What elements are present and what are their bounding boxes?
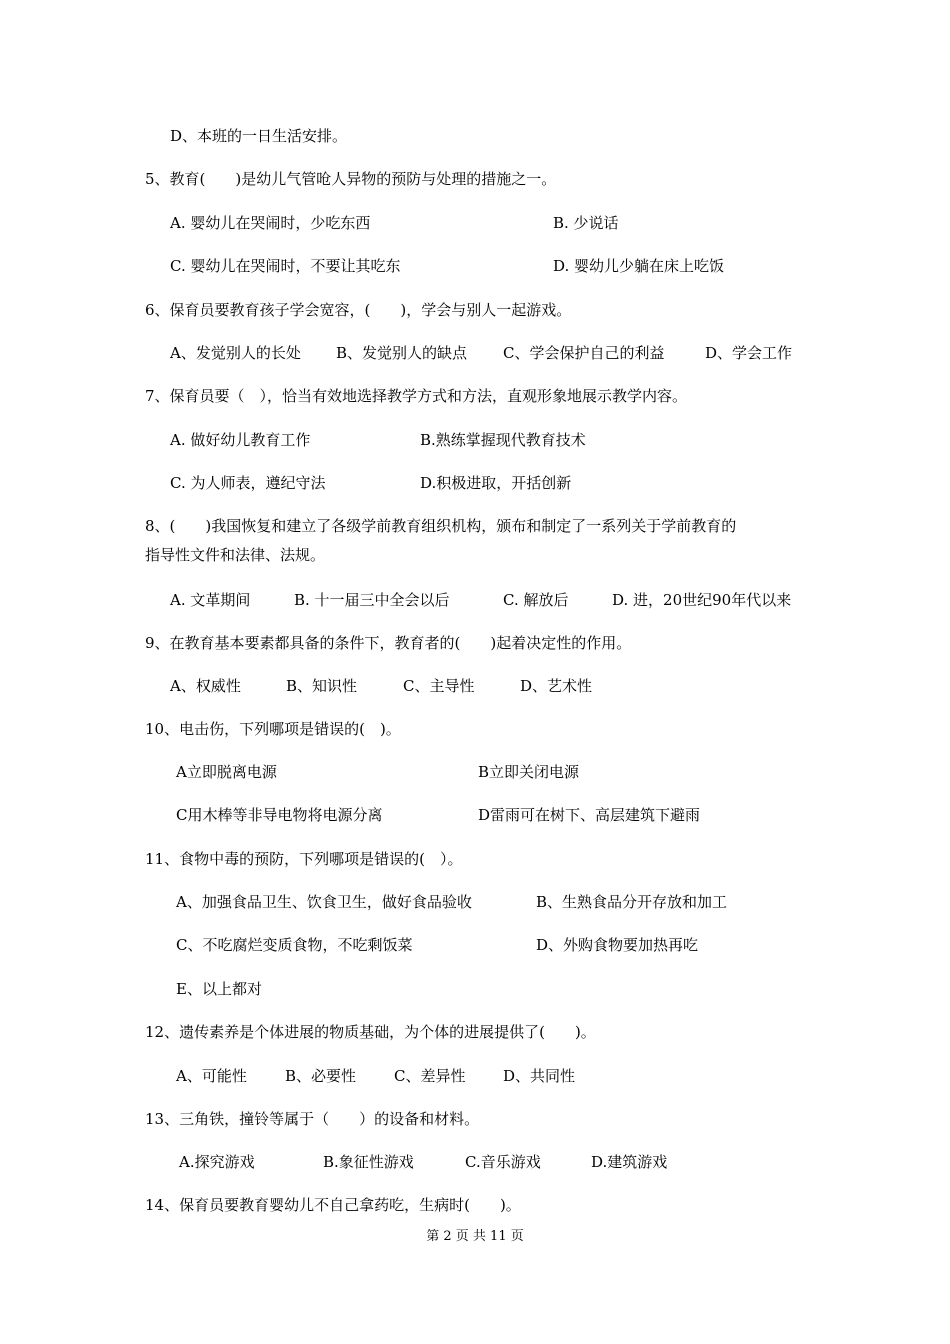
q5-option-b: B. 少说话 — [553, 214, 619, 232]
q8-option-a: A. 文革期间 — [170, 591, 251, 609]
q9-option-b: B、知识性 — [286, 677, 358, 695]
q11-option-e: E、以上都对 — [176, 980, 262, 998]
q11-option-b: B、生熟食品分开存放和加工 — [536, 893, 728, 911]
q11-option-c: C、不吃腐烂变质食物，不吃剩饭菜 — [176, 936, 413, 954]
q8-option-b: B. 十一届三中全会以后 — [294, 591, 450, 609]
q7-option-c: C. 为人师表，遵纪守法 — [170, 474, 326, 492]
q9-option-a: A、权威性 — [170, 677, 241, 695]
q6-option-a: A、发觉别人的长处 — [170, 344, 301, 362]
q9-option-c: C、主导性 — [403, 677, 475, 695]
q6-stem: 6、保育员要教育孩子学会宽容，( )，学会与别人一起游戏。 — [145, 301, 572, 319]
q6-option-d: D、学会工作 — [705, 344, 793, 362]
q12-option-b: B、必要性 — [285, 1067, 357, 1085]
q13-option-c: C.音乐游戏 — [465, 1153, 541, 1171]
q10-option-a: A立即脱离电源 — [176, 763, 277, 781]
q5-option-d: D. 婴幼儿少躺在床上吃饭 — [553, 257, 725, 275]
q9-option-d: D、艺术性 — [520, 677, 593, 695]
q6-option-b: B、发觉别人的缺点 — [336, 344, 468, 362]
q13-stem: 13、三角铁，撞铃等属于（ ）的设备和材料。 — [145, 1110, 480, 1128]
q8-stem-line1: 8、( )我国恢复和建立了各级学前教育组织机构，颁布和制定了一系列关于学前教育的 — [145, 517, 737, 535]
q8-stem-line2: 指导性文件和法律、法规。 — [145, 546, 326, 564]
q7-option-d: D.积极进取，开括创新 — [420, 474, 572, 492]
q13-option-a: A.探究游戏 — [179, 1153, 255, 1171]
q12-option-a: A、可能性 — [176, 1067, 247, 1085]
q13-option-d: D.建筑游戏 — [591, 1153, 668, 1171]
q6-option-c: C、学会保护自己的利益 — [503, 344, 665, 362]
q8-option-c: C. 解放后 — [503, 591, 569, 609]
q8-option-d: D. 进，20世纪90年代以来 — [612, 591, 792, 609]
page-footer: 第 2 页 共 11 页 — [426, 1229, 524, 1244]
q5-option-c: C. 婴幼儿在哭闹时，不要让其吃东 — [170, 257, 401, 275]
q11-option-a: A、加强食品卫生、饮食卫生，做好食品验收 — [176, 893, 472, 911]
q12-stem: 12、遗传素养是个体进展的物质基础，为个体的进展提供了( )。 — [145, 1023, 596, 1041]
q4-option-d: D、本班的一日生活安排。 — [170, 127, 348, 145]
q10-option-c: C用木棒等非导电物将电源分离 — [176, 806, 383, 824]
q10-option-d: D雷雨可在树下、高层建筑下避雨 — [478, 806, 701, 824]
q5-stem: 5、教育( )是幼儿气管呛人异物的预防与处理的措施之一。 — [145, 170, 557, 188]
q11-option-d: D、外购食物要加热再吃 — [536, 936, 699, 954]
q11-stem: 11、食物中毒的预防，下列哪项是错误的( ）。 — [145, 850, 463, 868]
q12-option-d: D、共同性 — [503, 1067, 576, 1085]
q13-option-b: B.象征性游戏 — [323, 1153, 414, 1171]
q10-option-b: B立即关闭电源 — [478, 763, 580, 781]
q10-stem: 10、电击伤，下列哪项是错误的( )。 — [145, 720, 401, 738]
q7-option-a: A. 做好幼儿教育工作 — [170, 431, 311, 449]
q7-stem: 7、保育员要（ ），恰当有效地选择教学方式和方法，直观形象地展示教学内容。 — [145, 387, 688, 405]
q12-option-c: C、差异性 — [394, 1067, 466, 1085]
q7-option-b: B.熟练掌握现代教育技术 — [420, 431, 586, 449]
q9-stem: 9、在教育基本要素都具备的条件下，教育者的( )起着决定性的作用。 — [145, 634, 632, 652]
q14-stem: 14、保育员要教育婴幼儿不自己拿药吃，生病时( )。 — [145, 1196, 521, 1214]
q5-option-a: A. 婴幼儿在哭闹时，少吃东西 — [170, 214, 371, 232]
